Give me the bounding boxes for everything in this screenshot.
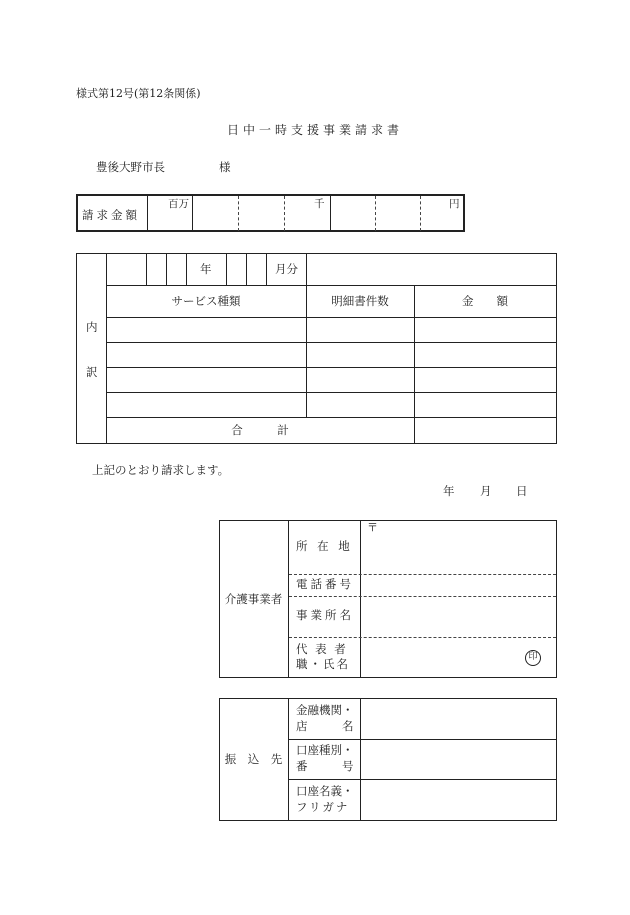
postal-mark: 〒	[367, 521, 378, 534]
breakdown-side-label-bottom: 訳	[86, 365, 98, 379]
total-label: 合 計	[231, 423, 289, 437]
header-amount: 金 額	[462, 294, 508, 308]
field-representative: 代 表 者	[296, 642, 348, 656]
addressee-honorific: 様	[219, 160, 231, 174]
date-year: 年	[443, 484, 455, 498]
unit-thousand: 千	[314, 198, 325, 210]
field-address: 所 在 地	[296, 539, 353, 553]
date-day: 日	[516, 484, 528, 498]
month-label: 月分	[275, 262, 298, 276]
seal-mark: 印	[528, 652, 538, 662]
provider-label: 介護事業者	[224, 592, 283, 606]
breakdown-side-label-top: 内	[86, 320, 98, 334]
statement-text: 上記のとおり請求します。	[92, 463, 230, 477]
field-bank: 金融機関・	[296, 703, 354, 717]
unit-yen: 円	[449, 198, 460, 210]
year-label: 年	[200, 262, 212, 276]
billing-label: 請求金額	[82, 208, 140, 222]
field-branch: 店 名	[296, 719, 354, 733]
field-office-name: 事業所名	[296, 608, 354, 622]
form-number: 様式第12号(第12条関係)	[76, 87, 201, 100]
transfer-label: 振 込 先	[224, 752, 283, 766]
field-furigana: フリガナ	[296, 800, 350, 814]
field-account-type: 口座種別・	[296, 743, 354, 757]
header-service-type: サービス種類	[171, 294, 241, 308]
unit-million: 百万	[168, 198, 189, 210]
field-account-number: 番 号	[296, 759, 354, 773]
header-statement-count: 明細書件数	[331, 294, 389, 308]
field-title-name: 職・氏名	[296, 657, 350, 671]
field-account-holder: 口座名義・	[296, 784, 354, 798]
addressee-name: 豊後大野市長	[96, 160, 165, 174]
page-title: 日中一時支援事業請求書	[226, 123, 403, 137]
date-month: 月	[480, 484, 492, 498]
field-phone: 電話番号	[296, 577, 354, 591]
